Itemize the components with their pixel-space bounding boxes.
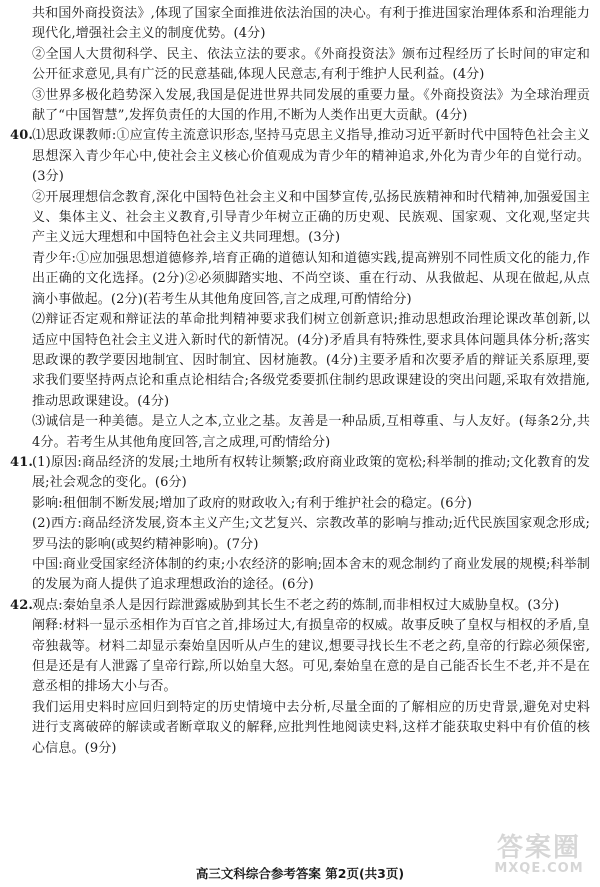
q40-paragraph-1-text: ⑴思政课教师:①应宣传主流意识形态,坚持马克思主义指导,推动习近平新时代中国特色社会主义思想深入青少年心中,使社会主义核心价值观成为青少年的精神追求,外化为青少年的自觉行动。(3分) xyxy=(32,128,590,185)
q40-paragraph-4: ⑵辩证否定观和辩证法的革命批判精神要求我们树立创新意识;推动思想政治理论课改革创新,以适应中国特色社会主义进入新时代的新情况。(4分)矛盾具有特殊性,要求具体问题具体分析;落实思政课的教学要因地制宜、因时制宜、因材施教。(4分)主要矛盾和次要矛盾的辩证关系原理,要求我们要坚持两点论和重点论相结合;各级党委要抓住制约思政课建设的突出问题,采取有效措施,推动思政课建设。(4分) xyxy=(32,312,590,409)
q41-paragraph-3: (2)西方:商品经济发展,资本主义产生;文艺复兴、宗教改革的影响与推动;近代民族国家观念形成;罗马法的影响(或契约精神影响)。(7分) xyxy=(32,516,590,552)
q42-paragraph-1 xyxy=(10,596,590,616)
q40-paragraph-1 xyxy=(10,126,590,187)
q39-continued-paragraph-2: ②全国人大贯彻科学、民主、依法立法的要求。《外商投资法》颁布过程经历了长时间的审定和公开征求意见,具有广泛的民意基础,体现人民意志,有利于维护人民利益。(4分) xyxy=(32,46,590,83)
site-watermark xyxy=(484,835,594,881)
q40-paragraph-3: 青少年:①应加强思想道德修养,培育正确的道德认知和道德实践,提高辨别不同性质文化的能力,作出正确的文化选择。(2分)②必须脚踏实地、不尚空谈、重在行动、从我做起、从现在做起,从点滴小事做起。(2分)(若考生从其他角度回答,言之成理,可酌情给分) xyxy=(32,250,590,307)
q40-paragraph-5: ⑶诚信是一种美德。是立人之本,立业之基。友善是一种品质,互相尊重、与人友好。(每条2分,共4分。若考生从其他角度回答,言之成理,可酌情给分) xyxy=(32,414,590,450)
q42-paragraph-1-text: 观点:秦始皇杀人是因行踪泄露威胁到其长生不老之药的炼制,而非相权过大威胁皇权。(3分) xyxy=(32,597,560,613)
page-footer: 高三文科综合参考答案 第2页(共3页) xyxy=(195,866,405,881)
q41-paragraph-4: 中国:商业受国家经济体制的约束;小农经济的影响;固本舍末的观念制约了商业发展的规模;科举制的发展为商人提供了追求理想政治的途径。(6分) xyxy=(32,556,590,593)
q41-paragraph-1 xyxy=(10,453,590,494)
q40-paragraph-2: ②开展理想信念教育,深化中国特色社会主义和中国梦宣传,弘扬民族精神和时代精神,加强爱国主义、集体主义、社会主义教育,引导青少年树立正确的历史观、民族观、国家观、文化观,坚定共产主义远大理想和中国特色社会主义共同理想。(3分) xyxy=(32,189,590,246)
watermark-line-1: 答案圈 xyxy=(496,833,581,863)
q42-paragraph-2: 阐释:材料一显示丞相作为百官之首,排场过大,有损皇帝的权威。故事反映了皇权与相权的矛盾,皇帝独裁等。材料二却显示秦始皇因听从卢生的建议,想要寻找长生不老之药,皇帝的行踪必须保密,但是还是有人泄露了皇帝行踪,所以始皇大怒。可见,秦始皇在意的是自己能否长生不老,并不是在意丞相的排场大小与否。 xyxy=(32,618,590,695)
q40-number: 40. xyxy=(10,128,34,144)
q41-paragraph-1-text: (1)原因:商品经济的发展;土地所有权转让频繁;政府商业政策的宽松;科举制的推动;文化教育的发展;社会观念的变化。(6分) xyxy=(32,454,590,491)
q41-number: 41. xyxy=(10,454,34,470)
watermark-line-2: MXQE.COM xyxy=(494,861,584,876)
q42-paragraph-3: 我们运用史料时应回归到特定的历史情境中去分析,尽量全面的了解相应的历史背景,避免对史料进行支离破碎的解读或者断章取义的解释,应批判性地阅读史料,这样才能获取史料中有价值的核心信息。(9分) xyxy=(32,699,590,756)
q42-number: 42. xyxy=(10,597,34,613)
q41-paragraph-2: 影响:租佃制不断发展;增加了政府的财政收入;有利于维护社会的稳定。(6分) xyxy=(32,495,473,511)
q39-continued-paragraph-3: ③世界多极化趋势深入发展,我国是促进世界共同发展的重要力量。《外商投资法》为全球治理贡献了“中国智慧”,发挥负责任的大国的作用,不断为人类作出更大贡献。(4分) xyxy=(32,87,590,124)
q39-continued-paragraph-1: 共和国外商投资法》,体现了国家全面推进依法治国的决心。有利于推进国家治理体系和治理能力现代化,增强社会主义的制度优势。(4分) xyxy=(32,6,590,42)
